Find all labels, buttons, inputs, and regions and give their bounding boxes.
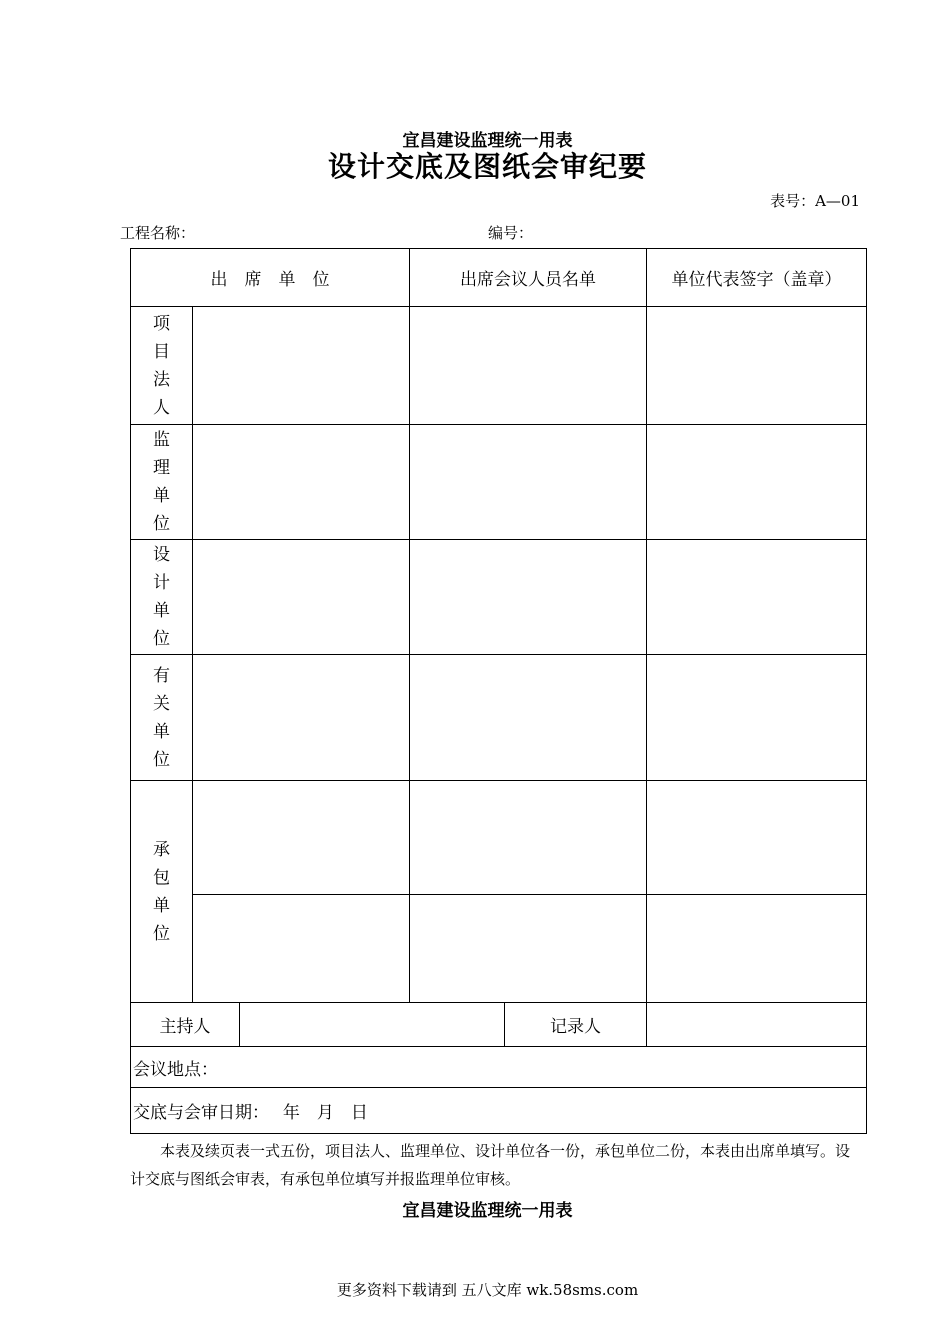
form-number: 表号：A—01 — [770, 192, 860, 210]
table-row — [131, 895, 867, 1003]
host-label: 主持人 — [131, 1003, 240, 1047]
table-row — [131, 781, 867, 895]
signature-cell[interactable] — [647, 425, 867, 540]
attendance-table — [130, 248, 867, 1134]
unit-label-designer: 设 计 单 位 — [131, 540, 193, 655]
page-title: 设计交底及图纸会审纪要 — [327, 150, 647, 183]
date-row — [131, 1088, 867, 1134]
unit-label-project-owner: 项 目 法 人 — [131, 307, 193, 425]
form-note: 本表及续页表一式五份，项目法人、监理单位、设计单位各一份，承包单位二份，本表由出席单填写。设计交底与图纸会审表，有承包单位填写并报监理单位审核。 — [130, 1142, 851, 1188]
unit-name-cell[interactable] — [193, 655, 410, 781]
attendee-names-cell[interactable] — [410, 895, 647, 1003]
col-header-signature: 单位代表签字（盖章） — [647, 249, 867, 307]
signature-cell[interactable] — [647, 655, 867, 781]
meeting-date-field[interactable]: 交底与会审日期： 年 月 日 — [131, 1088, 867, 1134]
signature-cell[interactable] — [647, 540, 867, 655]
form-series-title: 宜昌建设监理统一用表 — [402, 131, 573, 151]
unit-label-supervisor: 监 理 单 位 — [131, 425, 193, 540]
host-recorder-row — [131, 1003, 867, 1047]
signature-cell[interactable] — [647, 307, 867, 425]
unit-label-related: 有 关 单 位 — [131, 655, 193, 781]
location-row — [131, 1047, 867, 1088]
unit-name-cell[interactable] — [193, 540, 410, 655]
attendee-names-cell[interactable] — [410, 655, 647, 781]
attendee-names-cell[interactable] — [410, 540, 647, 655]
col-header-unit: 出 席 单 位 — [131, 249, 410, 307]
download-footer-text: 更多资料下载请到 五八文库 wk.58sms.com — [336, 1281, 639, 1299]
unit-name-cell[interactable] — [193, 895, 410, 1003]
signature-cell[interactable] — [647, 895, 867, 1003]
project-name-label: 工程名称： — [120, 224, 196, 242]
footer-series-title: 宜昌建设监理统一用表 — [402, 1201, 573, 1221]
unit-name-cell[interactable] — [193, 307, 410, 425]
unit-name-cell[interactable] — [193, 781, 410, 895]
attendee-names-cell[interactable] — [410, 307, 647, 425]
recorder-label: 记录人 — [505, 1003, 647, 1047]
signature-cell[interactable] — [647, 781, 867, 895]
meeting-location-field[interactable]: 会议地点： — [131, 1047, 867, 1088]
table-row — [131, 655, 867, 781]
table-row — [131, 307, 867, 425]
attendee-names-cell[interactable] — [410, 781, 647, 895]
table-row — [131, 540, 867, 655]
serial-number-label: 编号： — [488, 224, 534, 242]
recorder-name-cell[interactable] — [647, 1003, 867, 1047]
table-header-row — [131, 249, 867, 307]
col-header-attendees: 出席会议人员名单 — [410, 249, 647, 307]
host-name-cell[interactable] — [240, 1003, 505, 1047]
table-row — [131, 425, 867, 540]
unit-label-contractor: 承 包 单 位 — [131, 781, 193, 1003]
unit-name-cell[interactable] — [193, 425, 410, 540]
attendee-names-cell[interactable] — [410, 425, 647, 540]
